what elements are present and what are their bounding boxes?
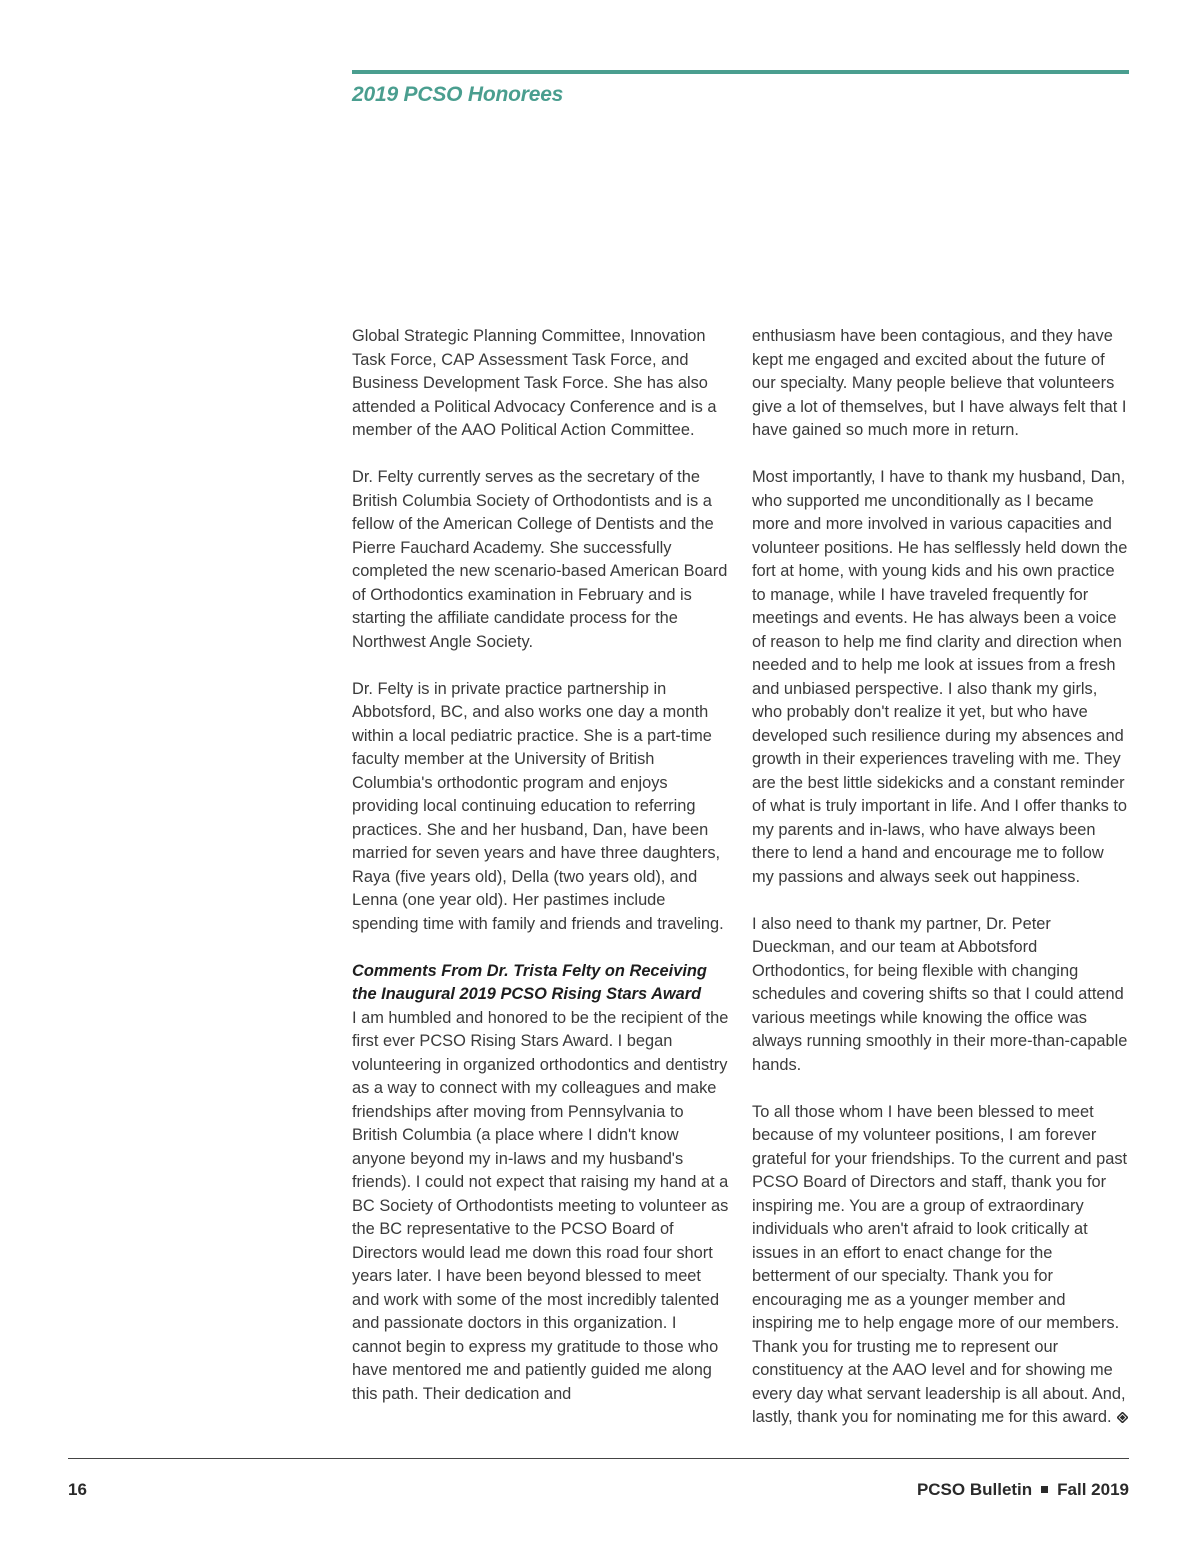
footer-publication-info — [917, 1480, 1129, 1500]
comments-section — [352, 960, 730, 1407]
left-paragraph-4: I am humbled and honored to be the recipient of the first ever PCSO Rising Stars Award. I began volunteering in organized orthodontics and dentistry as a way to connect with my colleagues and make friendships after moving from Pennsylvania to British Columbia (a place where I didn't know anyone beyond my in-laws and my husband's friends). I could not expect that raising my hand at a BC Society of Orthodontists meeting to volunteer as the BC representative to the PCSO Board of Directors would lead me down this road four short years later. I have been beyond blessed to meet and work with some of the most incredibly talented and passionate doctors in this organization. I cannot begin to express my gratitude to those who have mentored me and patiently guided me along this path. Their dedication and — [352, 1008, 729, 1403]
issue-label: Fall 2019 — [1057, 1480, 1129, 1499]
right-paragraph-3: I also need to thank my partner, Dr. Peter Dueckman, and our team at Abbotsford Orthodontics, for being flexible with changing schedules and covering shifts so that I could attend various meetings while knowing the office was always running smoothly in their more-than-capable hands. — [752, 914, 1128, 1074]
right-paragraph-4: To all those whom I have been blessed to meet because of my volunteer positions, I am forever grateful for your friendships. To the current and past PCSO Board of Directors and staff, thank you for inspiring me. You are a group of extraordinary individuals who aren't afraid to look critically at issues in an effort to enact change for the betterment of our specialty. Thank you for encouraging me as a younger member and inspiring me to help engage more of our members. Thank you for trusting me to represent our constituency at the AAO level and for showing me every day what servant leadership is all about. And, lastly, thank you for nominating me for this award. — [752, 1102, 1128, 1426]
left-paragraph-1: Global Strategic Planning Committee, Innovation Task Force, CAP Assessment Task Force, and Business Development Task Force. She has also attended a Political Advocacy Conference and is a member of the AAO Political Action Committee. — [352, 327, 717, 439]
right-column — [752, 325, 1130, 1430]
diamond-end-icon — [1117, 1412, 1128, 1423]
right-paragraph-2: Most importantly, I have to thank my husband, Dan, who supported me unconditionally as I became more and more involved in various capacities and volunteer positions. He has selflessly held down the fort at home, with young kids and his own practice to manage, while I have traveled frequently for meetings and events. He has always been a voice of reason to help me find clarity and direction when needed and to help me look at issues from a fresh and unbiased perspective. I also thank my girls, who probably don't realize it yet, but who have developed such resilience during my absences and growth in their experiences traveling with me. They are the best little sidekicks and a constant reminder of what is truly important in life. And I offer thanks to my parents and in-laws, who have always been there to lend a hand and encourage me to follow my passions and always seek out happiness. — [752, 468, 1128, 886]
left-paragraph-3: Dr. Felty is in private practice partnership in Abbotsford, BC, and also works one day a month within a local pediatric practice. She is a part-time faculty member at the University of British Columbia's orthodontic program and enjoys providing local continuing education to referring practices. She and her husband, Dan, have been married for seven years and have three daughters, Raya (five years old), Della (two years old), and Lenna (one year old). Her pastimes include spending time with family and friends and traveling. — [352, 679, 724, 933]
square-bullet-icon — [1041, 1486, 1048, 1493]
header-rule — [352, 70, 1129, 74]
right-paragraph-1: enthusiasm have been contagious, and they have kept me engaged and excited about the future of our specialty. Many people believe that volunteers give a lot of themselves, but I have always felt that I have gained so much more in return. — [752, 327, 1127, 439]
page-number: 16 — [68, 1480, 87, 1499]
footer-rule — [68, 1458, 1129, 1459]
section-title: 2019 PCSO Honorees — [352, 83, 564, 106]
publication-name: PCSO Bulletin — [916, 1480, 1033, 1499]
left-column — [352, 325, 730, 1406]
left-paragraph-2: Dr. Felty currently serves as the secretary of the British Columbia Society of Orthodontists and is a fellow of the American College of Dentists and the Pierre Fauchard Academy. She successfully completed the new scenario-based American Board of Orthodontics examination in February and is starting the affiliate candidate process for the Northwest Angle Society. — [352, 468, 728, 651]
comments-subheading: Comments From Dr. Trista Felty on Receiving the Inaugural 2019 PCSO Rising Stars Award — [352, 961, 707, 1003]
right-paragraph-4-wrap — [752, 1101, 1130, 1430]
